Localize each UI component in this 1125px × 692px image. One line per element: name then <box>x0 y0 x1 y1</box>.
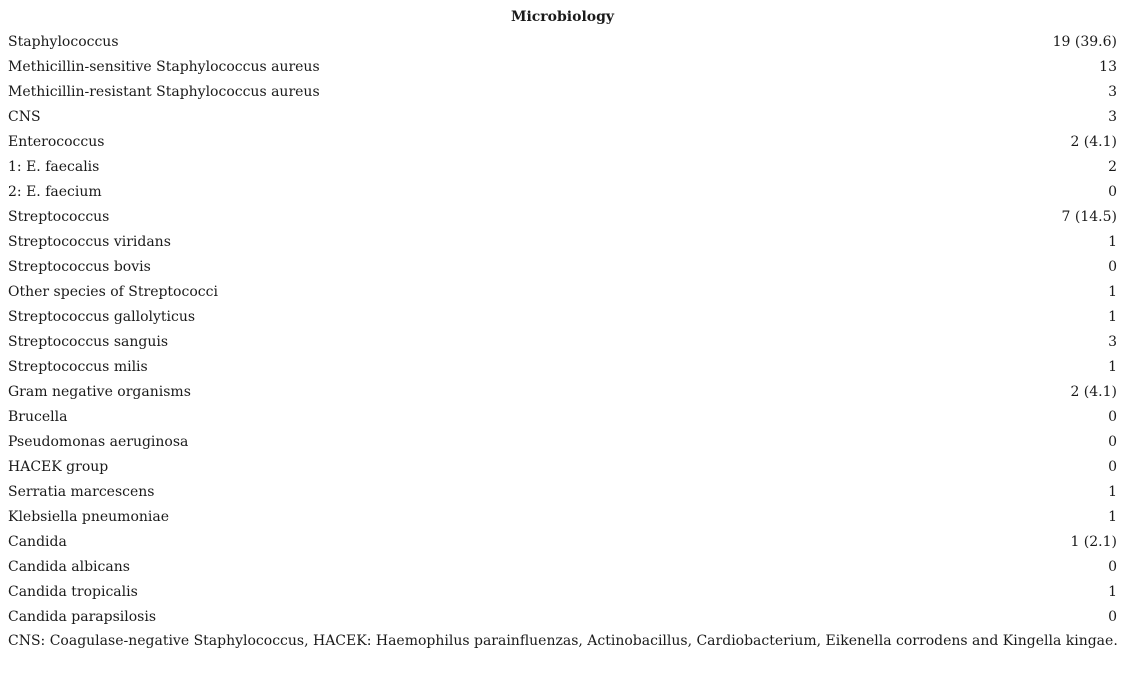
row-value: 3 <box>1108 333 1117 350</box>
table-row <box>0 429 1125 454</box>
row-value: 1 <box>1108 583 1117 600</box>
table-body <box>0 29 1125 629</box>
row-value: 3 <box>1108 83 1117 100</box>
row-label: Candida <box>8 533 67 550</box>
row-label: Staphylococcus <box>8 33 119 50</box>
row-value: 0 <box>1108 458 1117 475</box>
row-value: 1 <box>1108 358 1117 375</box>
row-label: Methicillin-resistant Staphylococcus aureus <box>8 83 320 100</box>
row-value: 0 <box>1108 183 1117 200</box>
row-value: 2 (4.1) <box>1070 383 1117 400</box>
table-row <box>0 354 1125 379</box>
table-row <box>0 29 1125 54</box>
row-value: 1 <box>1108 483 1117 500</box>
row-value: 1 (2.1) <box>1070 533 1117 550</box>
row-label: Other species of Streptococci <box>8 283 218 300</box>
row-label: Serratia marcescens <box>8 483 155 500</box>
table-row <box>0 54 1125 79</box>
row-value: 0 <box>1108 608 1117 625</box>
row-label: Streptococcus bovis <box>8 258 151 275</box>
table-row <box>0 579 1125 604</box>
row-value: 2 (4.1) <box>1070 133 1117 150</box>
table-row <box>0 529 1125 554</box>
row-label: Methicillin-sensitive Staphylococcus aureus <box>8 58 320 75</box>
row-label: Streptococcus milis <box>8 358 148 375</box>
row-value: 0 <box>1108 408 1117 425</box>
row-label: Candida albicans <box>8 558 130 575</box>
table-row <box>0 479 1125 504</box>
row-label: Klebsiella pneumoniae <box>8 508 169 525</box>
table-footnote: CNS: Coagulase-negative Staphylococcus, HACEK: Haemophilus parainfluenzas, Actinobacillus, Cardiobacterium, Eikenella corrodens and Kingella kingae. <box>8 633 1118 649</box>
row-value: 2 <box>1108 158 1117 175</box>
table-row <box>0 304 1125 329</box>
row-label: Streptococcus <box>8 208 110 225</box>
table-row <box>0 554 1125 579</box>
row-value: 1 <box>1108 283 1117 300</box>
row-value: 1 <box>1108 233 1117 250</box>
row-label: Gram negative organisms <box>8 383 191 400</box>
row-label: Brucella <box>8 408 68 425</box>
row-label: CNS <box>8 108 41 125</box>
row-value: 0 <box>1108 258 1117 275</box>
row-label: Streptococcus viridans <box>8 233 171 250</box>
row-label: 2: E. faecium <box>8 183 102 200</box>
table-row <box>0 129 1125 154</box>
table-row <box>0 329 1125 354</box>
row-label: Enterococcus <box>8 133 105 150</box>
table-row <box>0 254 1125 279</box>
table-row <box>0 204 1125 229</box>
table-row <box>0 79 1125 104</box>
table-row <box>0 379 1125 404</box>
row-label: Candida parapsilosis <box>8 608 156 625</box>
table-row <box>0 154 1125 179</box>
row-value: 1 <box>1108 308 1117 325</box>
row-label: 1: E. faecalis <box>8 158 100 175</box>
row-value: 1 <box>1108 508 1117 525</box>
row-value: 13 <box>1099 58 1117 75</box>
table-row <box>0 279 1125 304</box>
row-value: 0 <box>1108 558 1117 575</box>
table-row <box>0 104 1125 129</box>
row-label: Pseudomonas aeruginosa <box>8 433 189 450</box>
table-row <box>0 454 1125 479</box>
row-value: 19 (39.6) <box>1052 33 1117 50</box>
row-label: Candida tropicalis <box>8 583 138 600</box>
table-row <box>0 179 1125 204</box>
row-value: 7 (14.5) <box>1061 208 1117 225</box>
row-label: Streptococcus sanguis <box>8 333 169 350</box>
row-value: 3 <box>1108 108 1117 125</box>
row-label: HACEK group <box>8 458 109 475</box>
table-row <box>0 229 1125 254</box>
table-row <box>0 404 1125 429</box>
row-value: 0 <box>1108 433 1117 450</box>
table-title: Microbiology <box>510 9 615 25</box>
table-row <box>0 604 1125 629</box>
row-label: Streptococcus gallolyticus <box>8 308 196 325</box>
table-row <box>0 504 1125 529</box>
